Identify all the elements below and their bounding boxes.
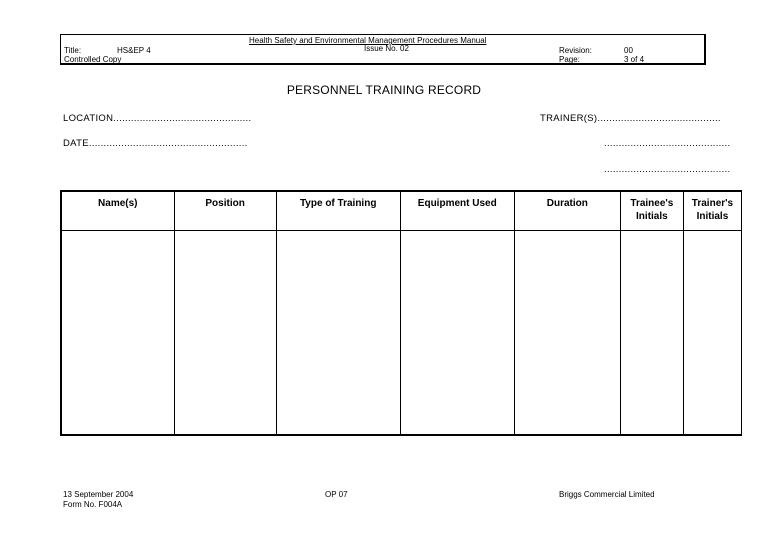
footer-op-number: OP 07 bbox=[325, 490, 348, 499]
table-cell-equipment-used[interactable] bbox=[400, 231, 514, 436]
table-row bbox=[61, 231, 742, 436]
page-label: Page: bbox=[559, 55, 580, 64]
table-cell-duration[interactable] bbox=[514, 231, 620, 436]
footer-date: 13 September 2004 bbox=[63, 490, 134, 499]
manual-title: Health Safety and Environmental Management Procedures Manual bbox=[249, 36, 487, 45]
training-record-table bbox=[60, 190, 742, 436]
column-header-position: Position bbox=[174, 191, 276, 231]
trainers-line-3[interactable]: ........................................... bbox=[604, 164, 731, 175]
issue-number: Issue No. 02 bbox=[364, 44, 409, 53]
table-cell-type-of-training[interactable] bbox=[276, 231, 400, 436]
page-value: 3 of 4 bbox=[624, 55, 645, 64]
table-cell-trainees-initials[interactable] bbox=[620, 231, 683, 436]
table-header-row bbox=[61, 191, 742, 231]
table-cell-position[interactable] bbox=[174, 231, 276, 436]
column-header-type-of-training: Type of Training bbox=[276, 191, 400, 231]
column-header-trainees-initials: Trainee's Initials bbox=[620, 191, 683, 231]
table-cell-names[interactable] bbox=[61, 231, 174, 436]
title-label: Title: bbox=[64, 46, 82, 55]
controlled-copy: Controlled Copy bbox=[64, 55, 122, 64]
location-label: LOCATION bbox=[63, 113, 114, 124]
location-field[interactable] bbox=[63, 113, 251, 124]
revision-label: Revision: bbox=[559, 46, 592, 55]
date-label: DATE bbox=[63, 138, 89, 149]
column-header-duration: Duration bbox=[514, 191, 620, 231]
trainers-line-2[interactable]: ........................................... bbox=[604, 138, 731, 149]
title-value: HS&EP 4 bbox=[117, 46, 151, 55]
footer-form-number: Form No. F004A bbox=[63, 500, 123, 509]
date-field[interactable] bbox=[63, 138, 248, 149]
column-header-names: Name(s) bbox=[61, 191, 174, 231]
trainers-field[interactable] bbox=[540, 113, 721, 124]
date-line[interactable]: ...................................................... bbox=[88, 138, 248, 149]
column-header-trainers-initials: Trainer's Initials bbox=[683, 191, 741, 231]
form-title: PERSONNEL TRAINING RECORD bbox=[286, 83, 482, 97]
revision-value: 00 bbox=[624, 46, 633, 55]
location-line[interactable]: ............................................... bbox=[113, 113, 252, 124]
table-cell-trainers-initials[interactable] bbox=[683, 231, 741, 436]
document-header bbox=[60, 34, 706, 65]
footer-company: Briggs Commercial Limited bbox=[559, 490, 655, 499]
column-header-equipment-used: Equipment Used bbox=[400, 191, 514, 231]
trainers-label: TRAINER(S) bbox=[540, 113, 598, 124]
trainers-line[interactable]: .......................................... bbox=[597, 113, 721, 124]
